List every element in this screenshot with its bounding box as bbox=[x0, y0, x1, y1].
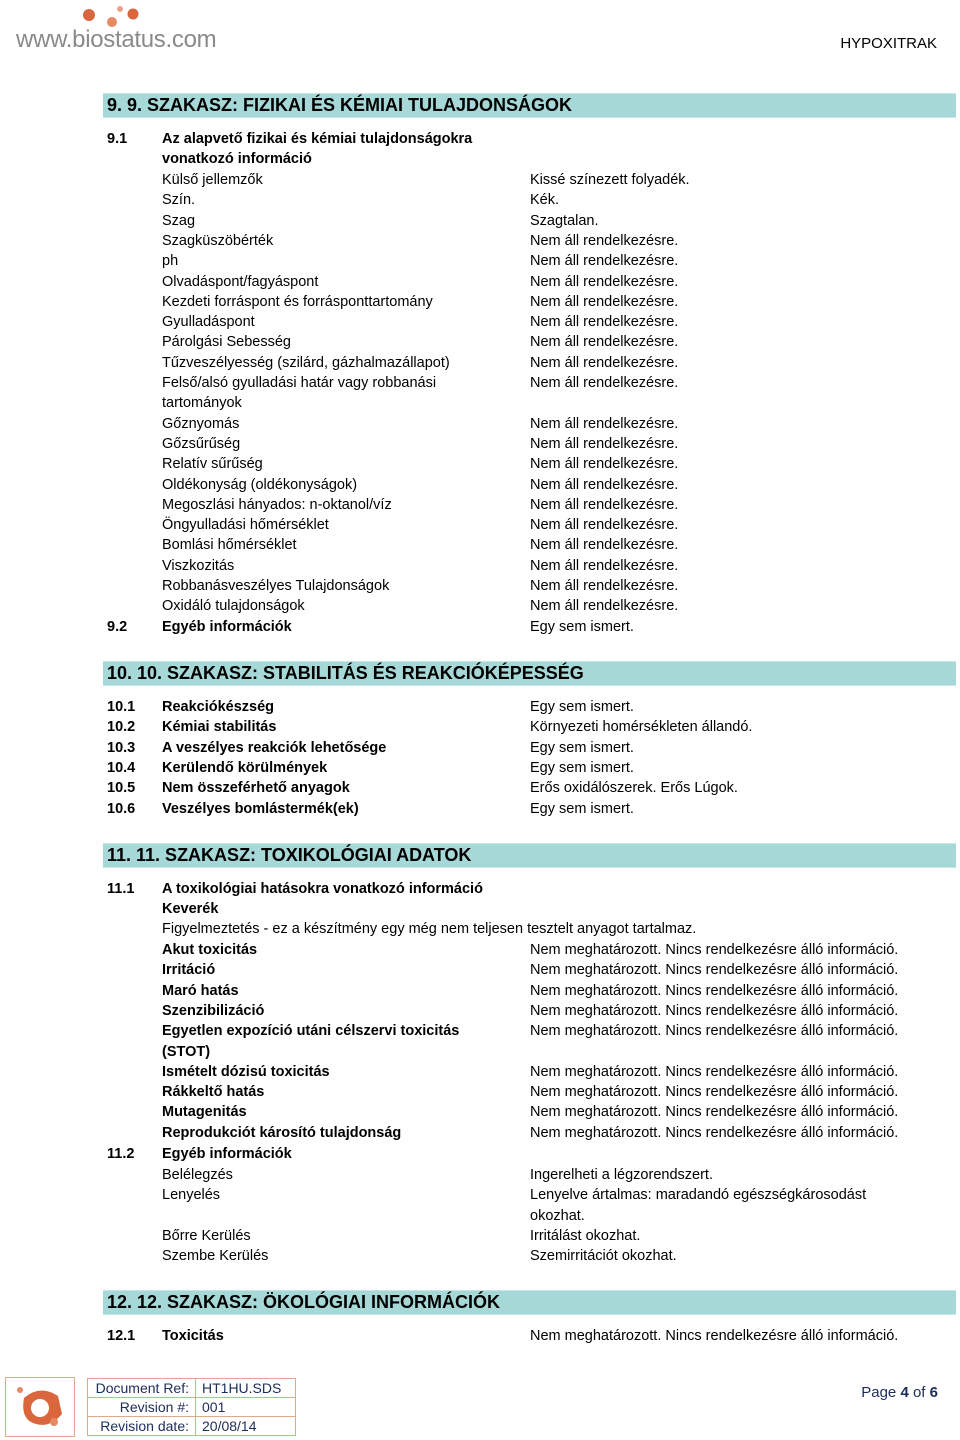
subsection-row bbox=[0, 617, 960, 637]
toxicity-row bbox=[0, 1123, 960, 1143]
property-row bbox=[0, 393, 960, 413]
subsection-number: 11.2 bbox=[107, 1146, 135, 1162]
property-row bbox=[0, 434, 960, 454]
item-value: Nem áll rendelkezésre. bbox=[530, 578, 679, 594]
item-value: Nem meghatározott. Nincs rendelkezésre álló információ. bbox=[530, 1124, 899, 1141]
property-row bbox=[0, 272, 960, 292]
item-label: Lenyelés bbox=[162, 1187, 221, 1204]
item-value: Nem meghatározott. Nincs rendelkezésre álló információ. bbox=[530, 1002, 899, 1019]
item-value: Nem áll rendelkezésre. bbox=[530, 334, 679, 351]
stability-row bbox=[0, 778, 960, 798]
property-row bbox=[0, 373, 960, 393]
item-value: Nem áll rendelkezésre. bbox=[530, 253, 679, 270]
item-label: tartományok bbox=[162, 395, 242, 412]
subsection-number: 9.1 bbox=[107, 131, 128, 147]
doc-ref-row bbox=[88, 1379, 296, 1398]
item-label: Megoszlási hányados: n-oktanol/víz bbox=[162, 496, 392, 513]
item-label: Tűzveszélyesség (szilárd, gázhalmazállapot) bbox=[162, 354, 450, 371]
item-label: Maró hatás bbox=[162, 982, 239, 999]
item-value: Nem áll rendelkezésre. bbox=[530, 435, 679, 452]
item-value: Nem áll rendelkezésre. bbox=[530, 415, 679, 432]
item-value: Nem meghatározott. Nincs rendelkezésre álló információ. bbox=[530, 982, 899, 999]
item-value: Nem meghatározott. Nincs rendelkezésre álló információ. bbox=[530, 1104, 899, 1121]
item-value: Nem áll rendelkezésre. bbox=[530, 517, 679, 534]
section-12-header bbox=[103, 1290, 956, 1315]
mixture-row bbox=[0, 899, 960, 919]
footer-logo-graphic bbox=[6, 1378, 74, 1436]
item-value: Nem áll rendelkezésre. bbox=[530, 557, 679, 574]
section-9-header bbox=[103, 93, 956, 118]
item-value: Szagtalan. bbox=[530, 212, 599, 229]
document-info-table bbox=[87, 1378, 296, 1436]
subsection-title: Toxicitás bbox=[162, 1328, 224, 1344]
subsection-row bbox=[0, 149, 960, 169]
property-row bbox=[0, 170, 960, 190]
item-label: Robbanásveszélyes Tulajdonságok bbox=[162, 578, 390, 594]
toxicity-row bbox=[0, 1001, 960, 1021]
toxicity-row bbox=[0, 1042, 960, 1062]
item-label: Irritáció bbox=[162, 962, 216, 979]
item-label: Mutagenitás bbox=[162, 1104, 247, 1121]
page-current: 4 bbox=[900, 1384, 909, 1401]
property-row bbox=[0, 454, 960, 474]
toxicity-row bbox=[0, 981, 960, 1001]
stability-row bbox=[0, 717, 960, 737]
page-of: of bbox=[912, 1384, 926, 1401]
subsection-title: A toxikológiai hatásokra vonatkozó információ bbox=[162, 881, 483, 897]
item-value: Egy sem ismert. bbox=[530, 800, 634, 817]
item-value: Nem meghatározott. Nincs rendelkezésre álló információ. bbox=[530, 1063, 899, 1080]
item-value: Egy sem ismert. bbox=[530, 739, 634, 756]
item-value: Nem meghatározott. Nincs rendelkezésre álló információ. bbox=[530, 962, 899, 979]
item-value: Nem meghatározott. Nincs rendelkezésre álló információ. bbox=[530, 1084, 899, 1101]
stability-row bbox=[0, 799, 960, 819]
warning-text: Figyelmeztetés - ez a készítmény egy még nem teljesen tesztelt anyagot tartalmaz. bbox=[162, 921, 697, 937]
revision-row bbox=[88, 1398, 296, 1417]
subsection-row bbox=[0, 879, 960, 899]
mixture-label: Keverék bbox=[162, 901, 219, 917]
item-label: Veszélyes bomlástermék(ek) bbox=[162, 800, 359, 817]
revision-date-row bbox=[88, 1417, 296, 1436]
item-value: Kék. bbox=[530, 192, 560, 209]
item-value: Nem áll rendelkezésre. bbox=[530, 273, 679, 290]
stability-row bbox=[0, 697, 960, 717]
item-label: Rákkeltő hatás bbox=[162, 1084, 265, 1101]
item-value: Nem áll rendelkezésre. bbox=[530, 598, 679, 615]
item-label: Gőznyomás bbox=[162, 415, 240, 432]
item-label: Párolgási Sebesség bbox=[162, 334, 291, 351]
item-number: 10.1 bbox=[107, 699, 136, 715]
item-label: Belélegzés bbox=[162, 1167, 233, 1183]
item-label: Akut toxicitás bbox=[162, 942, 258, 958]
footer-logo bbox=[5, 1377, 75, 1437]
item-value: Nem áll rendelkezésre. bbox=[530, 354, 679, 371]
item-label: Felső/alsó gyulladási határ vagy robbanási bbox=[162, 375, 437, 391]
item-label: Reakciókészség bbox=[162, 699, 275, 715]
subsection-row bbox=[0, 1326, 960, 1346]
other-info-row bbox=[0, 1246, 960, 1266]
item-label: Szín. bbox=[162, 192, 196, 209]
toxicity-row bbox=[0, 940, 960, 960]
item-value: Nem áll rendelkezésre. bbox=[530, 375, 679, 391]
item-label: A veszélyes reakciók lehetősége bbox=[162, 739, 387, 756]
item-label: ph bbox=[162, 253, 179, 270]
item-value: Egy sem ismert. bbox=[530, 759, 634, 776]
property-row bbox=[0, 231, 960, 251]
item-label: Gőzsűrűség bbox=[162, 435, 241, 452]
subsection-title-cont: vonatkozó információ bbox=[162, 151, 312, 167]
item-value: Nem áll rendelkezésre. bbox=[530, 232, 679, 249]
item-label: Kerülendő körülmények bbox=[162, 759, 328, 776]
stability-row bbox=[0, 738, 960, 758]
item-value: Kissé színezett folyadék. bbox=[530, 172, 690, 188]
property-row bbox=[0, 312, 960, 332]
item-label: Gyulladáspont bbox=[162, 314, 255, 331]
subsection-value: Egy sem ismert. bbox=[530, 619, 634, 635]
other-info-row bbox=[0, 1206, 960, 1226]
item-value: Nem áll rendelkezésre. bbox=[530, 476, 679, 493]
property-row bbox=[0, 515, 960, 535]
revision-value: 001 bbox=[196, 1398, 296, 1417]
property-row bbox=[0, 596, 960, 616]
property-row bbox=[0, 556, 960, 576]
property-row bbox=[0, 495, 960, 515]
item-label: Kémiai stabilitás bbox=[162, 719, 277, 736]
property-row bbox=[0, 576, 960, 596]
item-value: Erős oxidálószerek. Erős Lúgok. bbox=[530, 780, 738, 797]
subsection-number: 12.1 bbox=[107, 1328, 136, 1344]
property-row bbox=[0, 292, 960, 312]
item-label: Reprodukciót károsító tulajdonság bbox=[162, 1124, 402, 1141]
item-value: Irritálást okozhat. bbox=[530, 1227, 641, 1244]
page-prefix: Page bbox=[861, 1384, 897, 1401]
other-info-row bbox=[0, 1165, 960, 1185]
section-title: 9. 9. SZAKASZ: FIZIKAI ÉS KÉMIAI TULAJDONSÁGOK bbox=[107, 95, 573, 115]
item-label: Külső jellemzők bbox=[162, 172, 263, 188]
section-11-header bbox=[103, 843, 956, 868]
item-value: Nem áll rendelkezésre. bbox=[530, 537, 679, 554]
item-value: Nem áll rendelkezésre. bbox=[530, 314, 679, 331]
property-row bbox=[0, 251, 960, 271]
item-value: Lenyelve ártalmas: maradandó egészségkárosodást bbox=[530, 1187, 867, 1204]
item-label: Oxidáló tulajdonságok bbox=[162, 598, 305, 615]
item-label: Relatív sűrűség bbox=[162, 456, 263, 473]
toxicity-row bbox=[0, 1082, 960, 1102]
other-info-row bbox=[0, 1226, 960, 1246]
item-value: Nem áll rendelkezésre. bbox=[530, 456, 679, 473]
doc-ref-value: HT1HU.SDS bbox=[196, 1379, 296, 1398]
property-row bbox=[0, 190, 960, 210]
subsection-row bbox=[0, 129, 960, 149]
subsection-title: Az alapvető fizikai és kémiai tulajdonságokra bbox=[162, 131, 473, 147]
item-label: (STOT) bbox=[162, 1043, 211, 1060]
item-label: Szagküszöbérték bbox=[162, 232, 274, 249]
doc-ref-label: Document Ref: bbox=[88, 1379, 196, 1398]
section-title: 11. 11. SZAKASZ: TOXIKOLÓGIAI ADATOK bbox=[107, 845, 472, 865]
item-label: Öngyulladási hőmérséklet bbox=[162, 517, 329, 534]
item-label: Kezdeti forráspont és forrásponttartomány bbox=[162, 293, 433, 310]
property-row bbox=[0, 414, 960, 434]
item-label: Szenzibilizáció bbox=[162, 1002, 265, 1019]
warning-row bbox=[0, 919, 960, 939]
toxicity-row bbox=[0, 960, 960, 980]
item-number: 10.4 bbox=[107, 759, 136, 776]
item-label: Ismételt dózisú toxicitás bbox=[162, 1063, 330, 1080]
item-value: Nem áll rendelkezésre. bbox=[530, 293, 679, 310]
biostatus-logo bbox=[12, 6, 257, 56]
subsection-title: Egyéb információk bbox=[162, 619, 292, 635]
page-total: 6 bbox=[929, 1384, 938, 1401]
subsection-title: Egyéb információk bbox=[162, 1146, 292, 1162]
property-row bbox=[0, 535, 960, 555]
revision-label: Revision #: bbox=[88, 1398, 196, 1417]
revision-date-label: Revision date: bbox=[88, 1417, 196, 1436]
subsection-value: Nem meghatározott. Nincs rendelkezésre álló információ. bbox=[530, 1328, 899, 1344]
product-name: HYPOXITRAK bbox=[840, 35, 937, 52]
toxicity-row bbox=[0, 1102, 960, 1122]
logo-text: www.biostatus.com bbox=[16, 26, 217, 53]
section-title: 10. 10. SZAKASZ: STABILITÁS ÉS REAKCIÓKÉPESSÉG bbox=[107, 663, 584, 683]
item-number: 10.5 bbox=[107, 780, 136, 797]
property-row bbox=[0, 353, 960, 373]
item-label: Szembe Kerülés bbox=[162, 1248, 269, 1265]
revision-date-value: 20/08/14 bbox=[196, 1417, 296, 1436]
item-label: Bőrre Kerülés bbox=[162, 1227, 251, 1244]
toxicity-row bbox=[0, 1021, 960, 1041]
item-value: Szemirritációt okozhat. bbox=[530, 1248, 677, 1265]
item-value: okozhat. bbox=[530, 1207, 585, 1224]
page-number bbox=[861, 1384, 938, 1401]
stability-row bbox=[0, 758, 960, 778]
item-label: Egyetlen expozíció utáni célszervi toxicitás bbox=[162, 1023, 460, 1040]
item-value: Egy sem ismert. bbox=[530, 699, 634, 715]
item-value: Környezeti homérsékleten állandó. bbox=[530, 719, 753, 736]
item-number: 10.6 bbox=[107, 800, 136, 817]
property-row bbox=[0, 211, 960, 231]
item-value: Nem meghatározott. Nincs rendelkezésre álló információ. bbox=[530, 1023, 899, 1040]
section-10-header bbox=[103, 661, 956, 686]
item-value: Nem meghatározott. Nincs rendelkezésre álló információ. bbox=[530, 942, 899, 958]
property-row bbox=[0, 332, 960, 352]
subsection-number: 9.2 bbox=[107, 619, 128, 635]
toxicity-row bbox=[0, 1062, 960, 1082]
item-label: Szag bbox=[162, 212, 196, 229]
item-label: Viszkozitás bbox=[162, 557, 235, 574]
item-value: Nem áll rendelkezésre. bbox=[530, 496, 679, 513]
item-label: Nem összeférhető anyagok bbox=[162, 780, 350, 797]
property-row bbox=[0, 475, 960, 495]
item-label: Bomlási hőmérséklet bbox=[162, 537, 297, 554]
item-label: Oldékonyság (oldékonyságok) bbox=[162, 476, 358, 493]
item-number: 10.3 bbox=[107, 739, 136, 756]
section-title: 12. 12. SZAKASZ: ÖKOLÓGIAI INFORMÁCIÓK bbox=[107, 1292, 501, 1312]
subsection-row bbox=[0, 1144, 960, 1164]
subsection-number: 11.1 bbox=[107, 881, 135, 897]
item-label: Olvadáspont/fagyáspont bbox=[162, 273, 319, 290]
other-info-row bbox=[0, 1185, 960, 1205]
item-value: Ingerelheti a légzorendszert. bbox=[530, 1167, 713, 1183]
item-number: 10.2 bbox=[107, 719, 136, 736]
